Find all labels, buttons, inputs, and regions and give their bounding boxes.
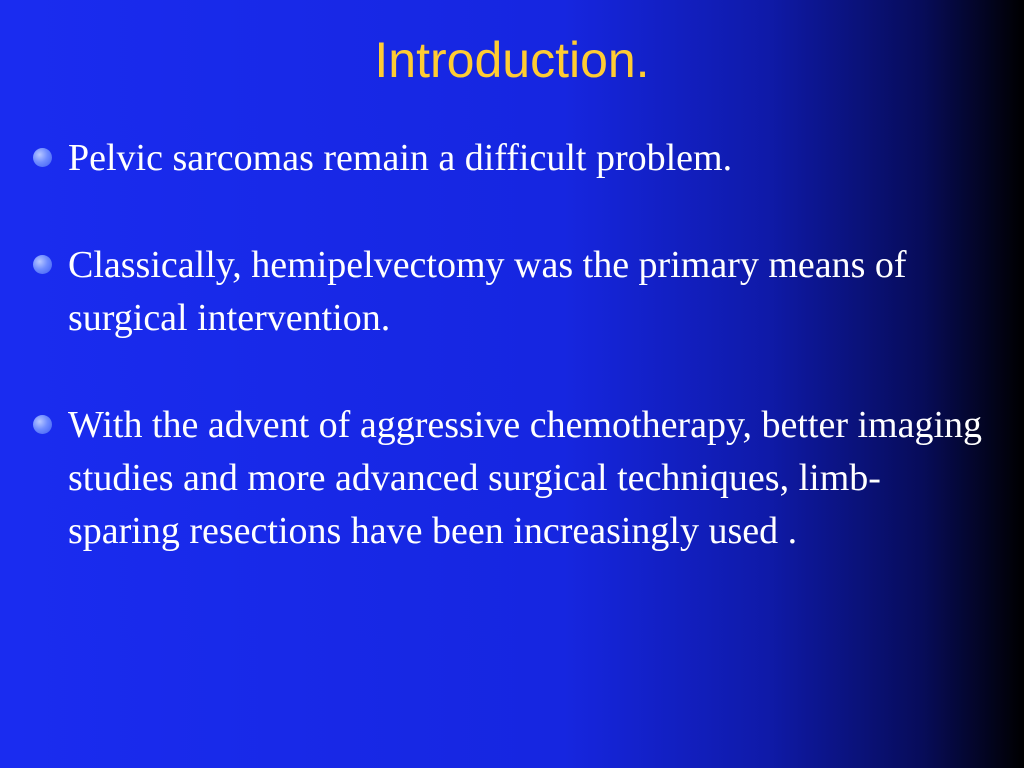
bullet-dot-icon bbox=[33, 415, 52, 434]
bullet-dot-icon bbox=[33, 148, 52, 167]
bullet-item-3 bbox=[30, 399, 990, 558]
bullet-text-2: Classically, hemipelvectomy was the primary means of surgical intervention. bbox=[68, 244, 907, 339]
bullet-text-3: With the advent of aggressive chemotherapy, better imaging studies and more advanced surgical techniques, limb-sparing resections have been increasingly used . bbox=[68, 404, 983, 552]
bullet-text-1: Pelvic sarcomas remain a difficult problem. bbox=[68, 137, 733, 179]
bullet-list bbox=[30, 132, 990, 612]
slide-title: Introduction. bbox=[374, 32, 650, 88]
bullet-item-2 bbox=[30, 239, 990, 345]
bullet-dot-icon bbox=[33, 255, 52, 274]
bullet-item-1 bbox=[30, 132, 990, 185]
